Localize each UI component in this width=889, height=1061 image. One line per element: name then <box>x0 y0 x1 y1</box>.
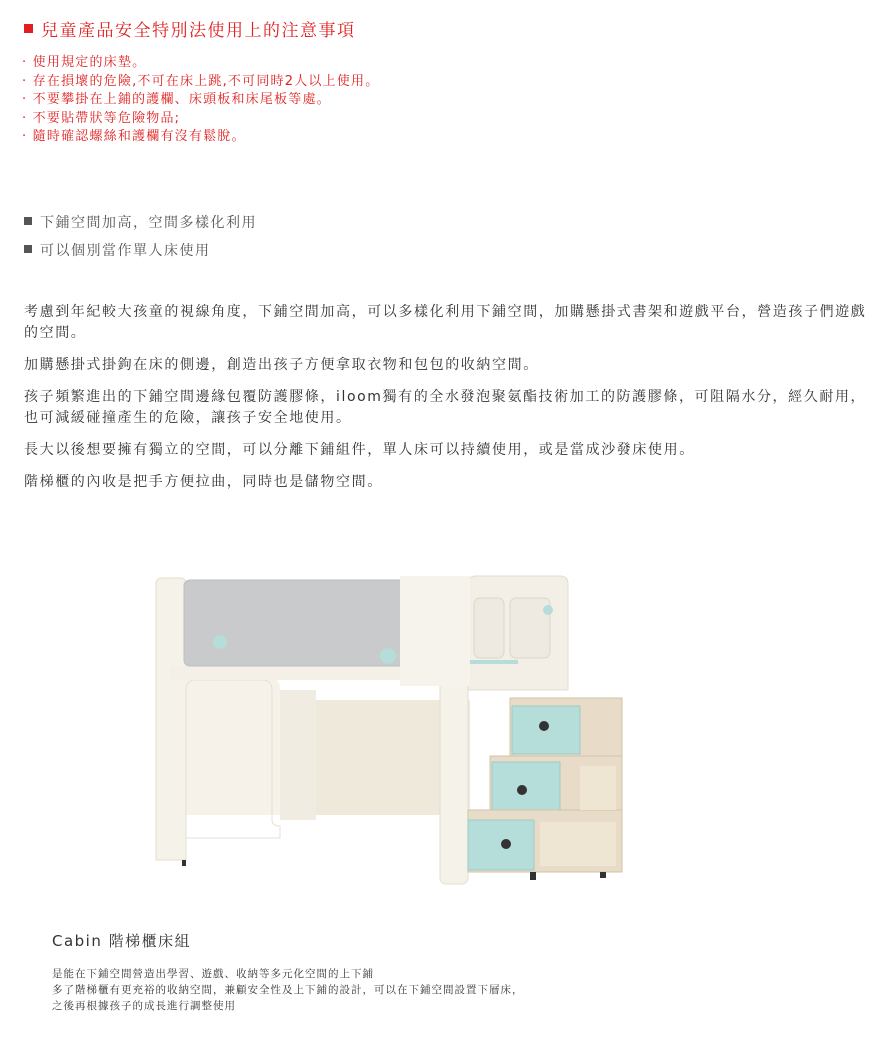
feature-item: 下鋪空間加高，空間多樣化利用 <box>24 214 257 232</box>
caption-line: 是能在下鋪空間營造出學習、遊戲、收納等多元化空間的上下鋪 <box>52 968 374 980</box>
caption-title: Cabin 階梯櫃床組 <box>52 932 192 950</box>
safety-notice-item: · 存在損壞的危險,不可在床上跳,不可同時2人以上使用。 <box>22 73 380 89</box>
feature-list <box>24 214 257 270</box>
square-bullet-icon <box>24 24 33 33</box>
description-paragraph: 孩子頻繁進出的下鋪空間邊緣包覆防護膠條，iloom獨有的全水發泡聚氨酯技術加工的防護膠條，可阻隔水分，經久耐用，也可減緩碰撞產生的危險，讓孩子安全地使用。 <box>24 389 867 426</box>
description-paragraph: 考慮到年紀較大孩童的視線角度，下鋪空間加高，可以多樣化利用下鋪空間，加購懸掛式書架和遊戲平台，營造孩子們遊戲的空間。 <box>24 304 867 341</box>
caption-line: 多了階梯櫃有更充裕的收納空間，兼顧安全性及上下鋪的設計，可以在下鋪空間設置下層床， <box>52 984 524 996</box>
safety-notice-item: · 不要貼帶狀等危險物品; <box>22 110 181 126</box>
description-paragraph: 長大以後想要擁有獨立的空間，可以分離下鋪組件，單人床可以持續使用，或是當成沙發床使用。 <box>24 442 695 458</box>
bunk-bed-image <box>150 570 630 900</box>
square-bullet-icon <box>24 217 32 225</box>
description-paragraph: 加購懸掛式掛鉤在床的側邊，創造出孩子方便拿取衣物和包包的收納空間。 <box>24 357 539 373</box>
caption-description <box>52 966 652 1014</box>
feature-item: 可以個別當作單人床使用 <box>24 242 257 260</box>
safety-notice-item: · 使用規定的床墊。 <box>22 55 147 70</box>
safety-notice-title: 兒童產品安全特別法使用上的注意事項 <box>24 16 356 41</box>
safety-notice-list <box>22 54 379 147</box>
safety-notice-item: · 不要攀掛在上鋪的護欄、床頭板和床尾板等處。 <box>22 92 331 107</box>
square-bullet-icon <box>24 245 32 253</box>
caption-line: 之後再根據孩子的成長進行調整使用 <box>52 1000 236 1012</box>
safety-notice-item: · 隨時確認螺絲和護欄有沒有鬆脫。 <box>22 129 246 144</box>
description-paragraph: 階梯櫃的內收是把手方便拉曲，同時也是儲物空間。 <box>24 474 383 490</box>
product-description <box>24 302 869 504</box>
